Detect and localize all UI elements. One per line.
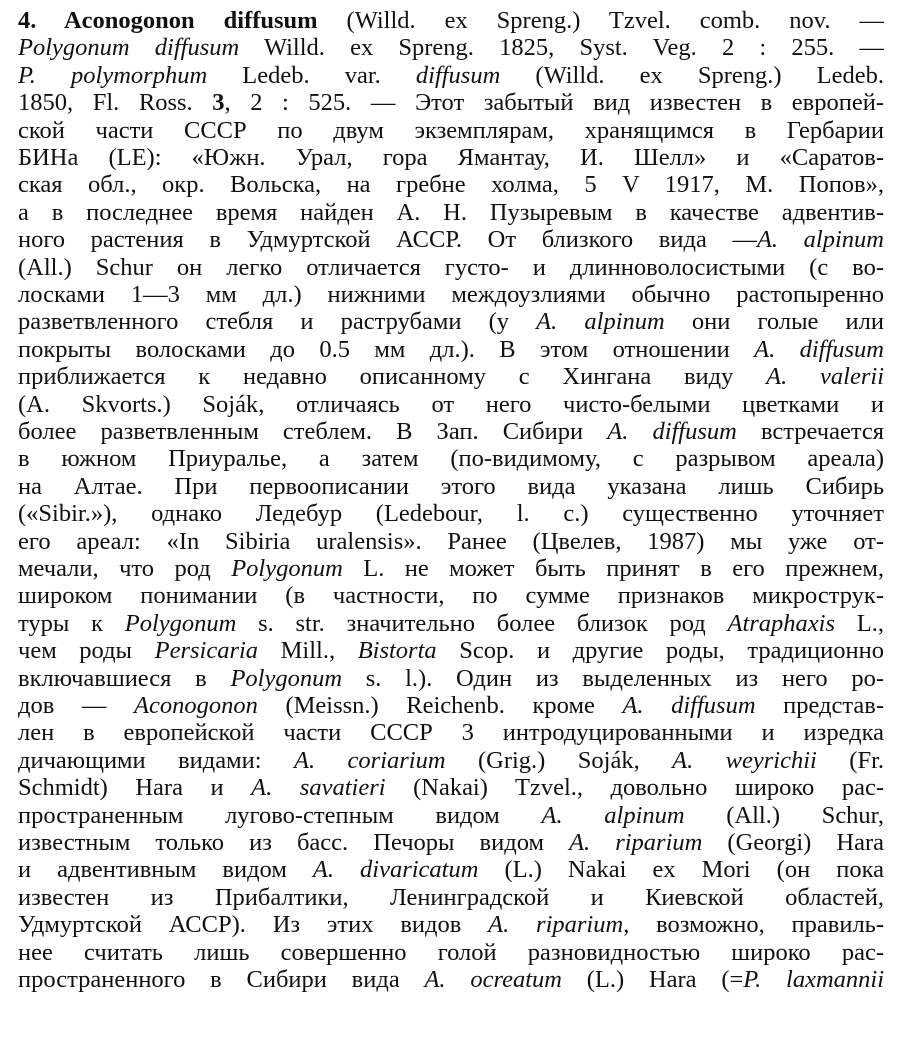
italic-taxon-name: A. diffusum (607, 418, 737, 445)
italic-taxon-name: Aconogonon (134, 692, 258, 719)
text-run: известен из Прибалтики, Ленинградской и Киевской областей, (18, 883, 884, 911)
italic-taxon-name: A. coriarium (294, 746, 446, 774)
text-run: ного растения в Удмуртской АССР. От близкого вида — (18, 226, 757, 254)
text-run: Willd. ex Spreng. 1825, Syst. Veg. 2 : 255. — (239, 34, 884, 62)
text-run: известным только из басс. Печоры видом (18, 829, 570, 856)
text-run: приближается к недавно описанному с Хингана виду (18, 363, 767, 391)
italic-taxon-name: Polygonum diffusum (18, 34, 240, 62)
text-run: разветвленного стебля и раструбами (у (18, 308, 537, 336)
text-run: (All.) Schur он легко отличается густо- и длинноволосистыми (с во- (18, 253, 884, 281)
text-run: 1850, Fl. Ross. (18, 89, 213, 117)
text-run: Удмуртской АССР). Из этих видов (18, 911, 489, 939)
text-run: его ареал: «In Sibiria uralensis». Ранее (Цвелев, 1987) мы уже от- (18, 527, 884, 555)
text-run: s. l.). Один из выделенных из него ро- (342, 664, 884, 692)
bold-text: Aconogonon diffusum (63, 7, 318, 34)
text-run: (Georgi) Hara (702, 829, 884, 856)
text-run: пространенным лугово-степным видом (18, 801, 542, 829)
text-run: L. не может быть принят в его прежнем, (342, 555, 884, 582)
text-run: БИНа (LE): «Южн. Урал, гора Ямантау, И. Шелл» и «Саратов- (18, 144, 884, 171)
text-run: в южном Приуралье, а затем (по-видимому, с разрывом ареала) (18, 445, 884, 473)
italic-taxon-name: A. riparium (488, 911, 624, 939)
text-run: чем роды (18, 637, 155, 665)
text-run: туры к (18, 609, 125, 637)
text-run: Scop. и другие роды, традиционно (436, 637, 884, 665)
text-run: («Sibir.»), однако Ледебур (Ledebour, l. c.) существенно уточняет (18, 500, 884, 528)
italic-taxon-name: Polygonum (230, 664, 343, 692)
text-run: включавшиеся в (18, 664, 231, 692)
text-run: дов — (18, 692, 134, 719)
text-run: s. str. значительно более близок род (236, 609, 728, 637)
text-run: нее считать лишь совершенно голой разновидностью широко рас- (18, 938, 884, 966)
italic-taxon-name: Polygonum (231, 555, 343, 582)
italic-taxon-name: Bistorta (357, 637, 437, 665)
text-run: дичающими видами: (18, 746, 294, 774)
italic-taxon-name: A. riparium (569, 829, 703, 856)
text-run: (Meissn.) Reichenb. кроме (257, 692, 623, 719)
text-line (18, 963, 884, 996)
text-run: (Willd. ex Spreng.) Tzvel. comb. nov. — (317, 7, 884, 34)
text-run: мечали, что род (18, 555, 232, 582)
text-run: широком понимании (в частности, по сумме признаков микрострук- (18, 582, 884, 610)
italic-taxon-name: Persicaria (154, 637, 259, 665)
text-run: (L.) Nakai ex Mori (он пока (478, 856, 884, 884)
italic-taxon-name: A. valerii (766, 363, 884, 391)
italic-taxon-name: Atraphaxis (727, 609, 836, 637)
text-run: лосками 1—3 мм дл.) нижними междоузлиями обычно растопыренно (18, 281, 884, 308)
italic-taxon-name: A. diffusum (754, 335, 884, 363)
italic-taxon-name: P. polymorphum (18, 61, 208, 89)
italic-taxon-name: A. ocreatum (424, 966, 562, 993)
text-run: (Fr. (816, 746, 884, 774)
italic-taxon-name: A. alpinum (541, 801, 685, 829)
text-run: Ledeb. var. (207, 61, 416, 89)
italic-taxon-name: A. savatieri (251, 774, 386, 802)
text-run: L., (835, 609, 884, 637)
italic-taxon-name: A. alpinum (536, 308, 665, 336)
text-run: покрыты волосками до 0.5 мм дл.). В этом отношении (18, 335, 755, 363)
text-run: Mill., (258, 637, 358, 665)
text-run: (Willd. ex Spreng.) Ledeb. (500, 61, 884, 89)
text-run: на Алтае. При первоописании этого вида указана лишь Сибирь (18, 472, 884, 500)
text-run: , возможно, правиль- (623, 911, 884, 939)
text-run: Schmidt) Hara и (18, 774, 252, 802)
text-run: они голые или (664, 308, 884, 336)
text-run: а в последнее время найден А. Н. Пузыревым в качестве адвентив- (18, 198, 884, 226)
bold-text: 3 (212, 89, 225, 117)
italic-taxon-name: P. laxmannii (743, 966, 884, 993)
text-run: ской части СССР по двум экземплярам, хранящимся в Гербарии (18, 116, 884, 144)
italic-taxon-name: A. divaricatum (312, 856, 479, 884)
text-run: более разветвленным стеблем. В Зап. Сибири (18, 418, 608, 445)
italic-taxon-name: A. weyrichii (672, 746, 817, 774)
text-run: (Nakai) Tzvel., довольно широко рас- (385, 774, 884, 802)
text-run: пространенного в Сибири вида (18, 966, 425, 993)
text-run: , 2 : 525. — Этот забытый вид известен в европей- (224, 89, 884, 117)
text-run: и адвентивным видом (18, 856, 313, 884)
text-run: представ- (755, 692, 884, 719)
text-run: (A. Skvorts.) Soják, отличаясь от него чисто-белыми цветками и (18, 390, 884, 418)
text-run: ская обл., окр. Вольска, на гребне холма, 5 V 1917, М. Попов», (18, 171, 884, 199)
italic-taxon-name: A. diffusum (622, 692, 756, 719)
italic-taxon-name: diffusum (415, 61, 501, 89)
text-run: (All.) Schur, (684, 801, 884, 829)
italic-taxon-name: A. alpinum (756, 226, 884, 254)
text-run: (Grig.) Soják, (445, 746, 673, 774)
text-run: встречается (736, 418, 884, 445)
italic-taxon-name: Polygonum (124, 609, 237, 637)
text-run: (L.) Hara (= (561, 966, 744, 993)
text-run: лен в европейской части СССР 3 интродуцированными и изредка (18, 719, 884, 747)
bold-text: 4. (18, 7, 64, 34)
